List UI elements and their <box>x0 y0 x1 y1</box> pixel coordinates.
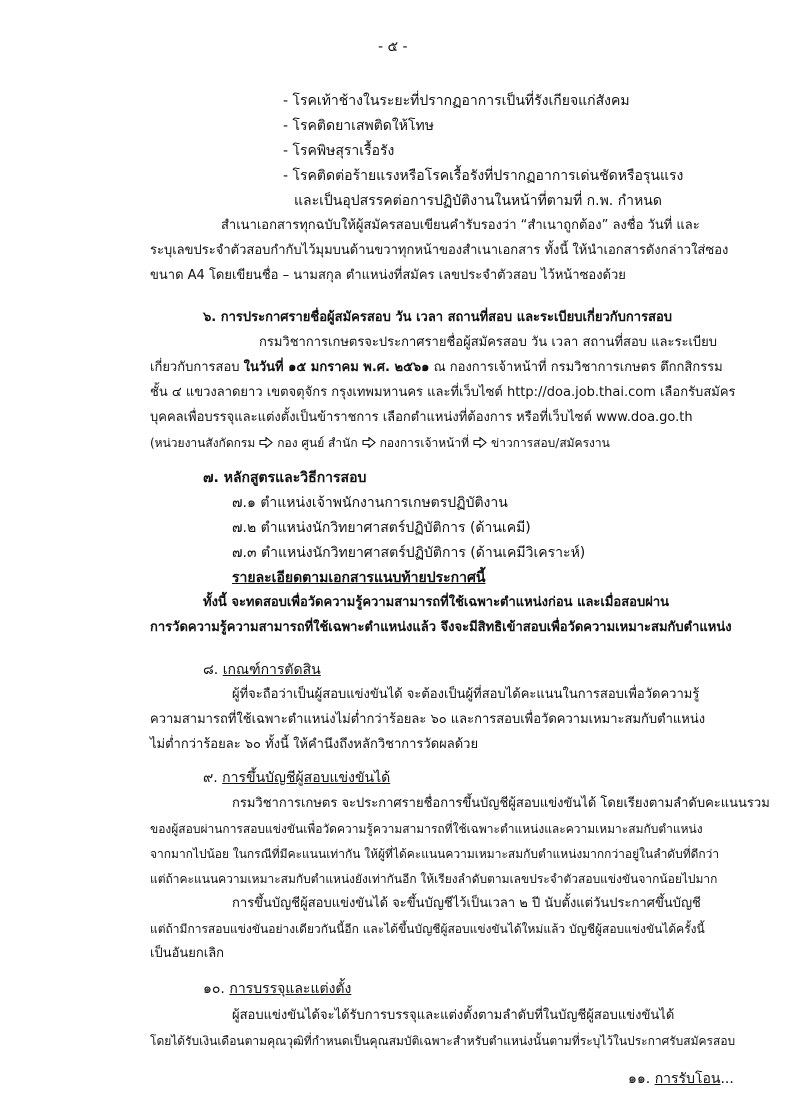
disease-item: และเป็นอุปสรรคต่อการปฏิบัติงานในหน้าที่ตามที่ ก.พ. กำหนด <box>294 193 662 209</box>
section-6-line: บุคคลเพื่อบรรจุและแต่งตั้งเป็นข้าราชการ เลือกตำแหน่งที่ต้องการ หรือที่เว็บไซต์ www.doa.go.th <box>150 410 693 425</box>
path-step: (หน่วยงานสังกัดกรม <box>150 436 256 450</box>
section-9-line: แต่ถ้าคะแนนความเหมาะสมกับตำแหน่งยังเท่ากันอีก ให้เรียงลำดับตามเลขประจำตัวสอบแข่งขันจากน้อยไปมาก <box>150 872 718 886</box>
exam-position-item: ๗.๓ ตำแหน่งนักวิทยาศาสตร์ปฏิบัติการ (ด้านเคมีวิเคราะห์) <box>232 545 586 561</box>
section-8-line: ไม่ต่ำกว่าร้อยละ ๖๐ ทั้งนี้ ให้คำนึงถึงหลักวิชาการวัดผลด้วย <box>150 737 479 752</box>
section-title: การบรรจุและแต่งตั้ง <box>229 981 352 997</box>
attachment-details-note: รายละเอียดตามเอกสารแนบท้ายประกาศนี้ <box>232 570 486 586</box>
section-9-line: ของผู้สอบผ่านการสอบแข่งขันเพื่อวัดความรู้ความสามารถที่ใช้เฉพาะตำแหน่งและความเหมาะสมกับตำแหน่ง <box>150 822 703 836</box>
disease-item: - โรคติดต่อร้ายแรงหรือโรคเรื้อรังที่ปรากฏอาการเด่นชัดหรือรุนแรง <box>283 168 684 184</box>
section-8-heading <box>203 661 321 679</box>
website-navigation-path <box>150 434 610 452</box>
arrow-right-icon <box>362 437 376 448</box>
exam-condition-line: การวัดความรู้ความสามารถที่ใช้เฉพาะตำแหน่งแล้ว จึงจะมีสิทธิเข้าสอบเพื่อวัดความเหมาะสมกับตำแหน่ง <box>150 620 732 635</box>
section-9-line: เป็นอันยกเลิก <box>150 946 225 961</box>
section-9-line: จากมากไปน้อย ในกรณีที่มีคะแนนเท่ากัน ให้ผู้ที่ได้คะแนนความเหมาะสมกับตำแหน่งมากกว่าอยู่ในลำดับที่ดีกว่า <box>150 847 720 861</box>
disease-item: - โรคติดยาเสพติดให้โทษ <box>283 118 434 134</box>
section-6-heading: ๖. การประกาศรายชื่อผู้สมัครสอบ วัน เวลา สถานที่สอบ และระเบียบเกี่ยวกับการสอบ <box>203 310 673 325</box>
section-8-line: ผู้ที่จะถือว่าเป็นผู้สอบแข่งขันได้ จะต้องเป็นผู้ที่สอบได้คะแนนในการสอบเพื่อวัดความรู้ <box>232 687 700 702</box>
path-step: กองการเจ้าหน้าที่ <box>379 436 469 450</box>
section-6-text: ณ กองการเจ้าหน้าที่ กรมวิชาการเกษตร ตึกกสิกรรม <box>429 360 723 375</box>
section-title: เกณฑ์การตัดสิน <box>222 662 321 678</box>
section-6-text: เกี่ยวกับการสอบ <box>150 360 244 375</box>
arrow-right-icon <box>259 437 273 448</box>
disease-item: - โรคพิษสุราเรื้อรัง <box>283 143 395 159</box>
section-9-line: การขึ้นบัญชีผู้สอบแข่งขันได้ จะขึ้นบัญชีไว้เป็นเวลา ๒ ปี นับตั้งแต่วันประกาศขึ้นบัญชี <box>232 896 701 911</box>
disease-item: - โรคเท้าช้างในระยะที่ปรากฏอาการเป็นที่รังเกียจแก่สังคม <box>283 93 630 109</box>
section-10-heading <box>203 980 351 998</box>
section-title: การขึ้นบัญชีผู้สอบแข่งขันได้ <box>222 770 391 786</box>
path-step: ข่าวการสอบ/สมัครงาน <box>491 436 610 450</box>
section-6-line <box>150 359 723 377</box>
section-10-line: โดยได้รับเงินเดือนตามคุณวุฒิที่กำหนดเป็นคุณสมบัติเฉพาะสำหรับตำแหน่งนั้นตามที่ระบุไว้ในประกาศรับสมัครสอบ <box>150 1034 736 1048</box>
path-step: กอง ศูนย์ สำนัก <box>277 436 358 450</box>
section-9-line: กรมวิชาการเกษตร จะประกาศรายชื่อการขึ้นบัญชีผู้สอบแข่งขันได้ โดยเรียงตามลำดับคะแนนรวม <box>232 796 770 811</box>
section-number: ๙. <box>203 770 223 786</box>
section-8-line: ความสามารถที่ใช้เฉพาะตำแหน่งไม่ต่ำกว่าร้อยละ ๖๐ และการสอบเพื่อวัดความเหมาะสมกับตำแหน่ง <box>150 712 706 727</box>
section-6-line: กรมวิชาการเกษตรจะประกาศรายชื่อผู้สมัครสอบ วัน เวลา สถานที่สอบ และระเบียบ <box>259 335 718 350</box>
exam-position-item: ๗.๒ ตำแหน่งนักวิทยาศาสตร์ปฏิบัติการ (ด้านเคมี) <box>232 520 531 536</box>
section-9-line: แต่ถ้ามีการสอบแข่งขันอย่างเดียวกันนี้อีก และได้ขึ้นบัญชีผู้สอบแข่งขันได้ใหม่แล้ว บัญชีผู้สอบแข่งขันได้ครั้งนี้ <box>150 922 705 936</box>
ellipsis: ... <box>720 1071 734 1087</box>
announcement-date: ในวันที่ ๑๕ มกราคม พ.ศ. ๒๕๖๑ <box>243 360 430 375</box>
copy-note-line: ระบุเลขประจำตัวสอบกำกับไว้มุมบนด้านขวาทุกหน้าของสำเนาเอกสาร ทั้งนี้ ให้นำเอกสารดังกล่าวใส่ซอง <box>150 243 729 258</box>
exam-position-item: ๗.๑ ตำแหน่งเจ้าพนักงานการเกษตรปฏิบัติงาน <box>232 495 508 511</box>
copy-note-line: สำเนาเอกสารทุกฉบับให้ผู้สมัครสอบเขียนคำรับรองว่า “สำเนาถูกต้อง” ลงชื่อ วันที่ และ <box>221 218 700 233</box>
page-number: - ๕ - <box>378 39 408 55</box>
next-page-catchword <box>628 1070 734 1088</box>
arrow-right-icon <box>473 437 487 448</box>
section-10-line: ผู้สอบแข่งขันได้จะได้รับการบรรจุและแต่งตั้งตามลำดับที่ในบัญชีผู้สอบแข่งขันได้ <box>232 1008 675 1023</box>
section-7-heading: ๗. หลักสูตรและวิธีการสอบ <box>203 470 367 486</box>
exam-condition-line: ทั้งนี้ จะทดสอบเพื่อวัดความรู้ความสามารถที่ใช้เฉพาะตำแหน่งก่อน และเมื่อสอบผ่าน <box>203 595 670 610</box>
section-number: ๑๐. <box>203 981 230 997</box>
section-title: การรับโอน <box>654 1071 721 1087</box>
section-number: ๘. <box>203 662 223 678</box>
section-9-heading <box>203 769 390 787</box>
copy-note-line: ขนาด A4 โดยเขียนชื่อ – นามสกุล ตำแหน่งที่สมัคร เลขประจำตัวสอบ ไว้หน้าซองด้วย <box>150 268 626 283</box>
section-6-line: ชั้น ๔ แขวงลาดยาว เขตจตุจักร กรุงเทพมหานคร และที่เว็บไซต์ http://doa.job.thai.com เลือกรับสมัคร <box>150 385 736 400</box>
section-number: ๑๑. <box>628 1071 655 1087</box>
